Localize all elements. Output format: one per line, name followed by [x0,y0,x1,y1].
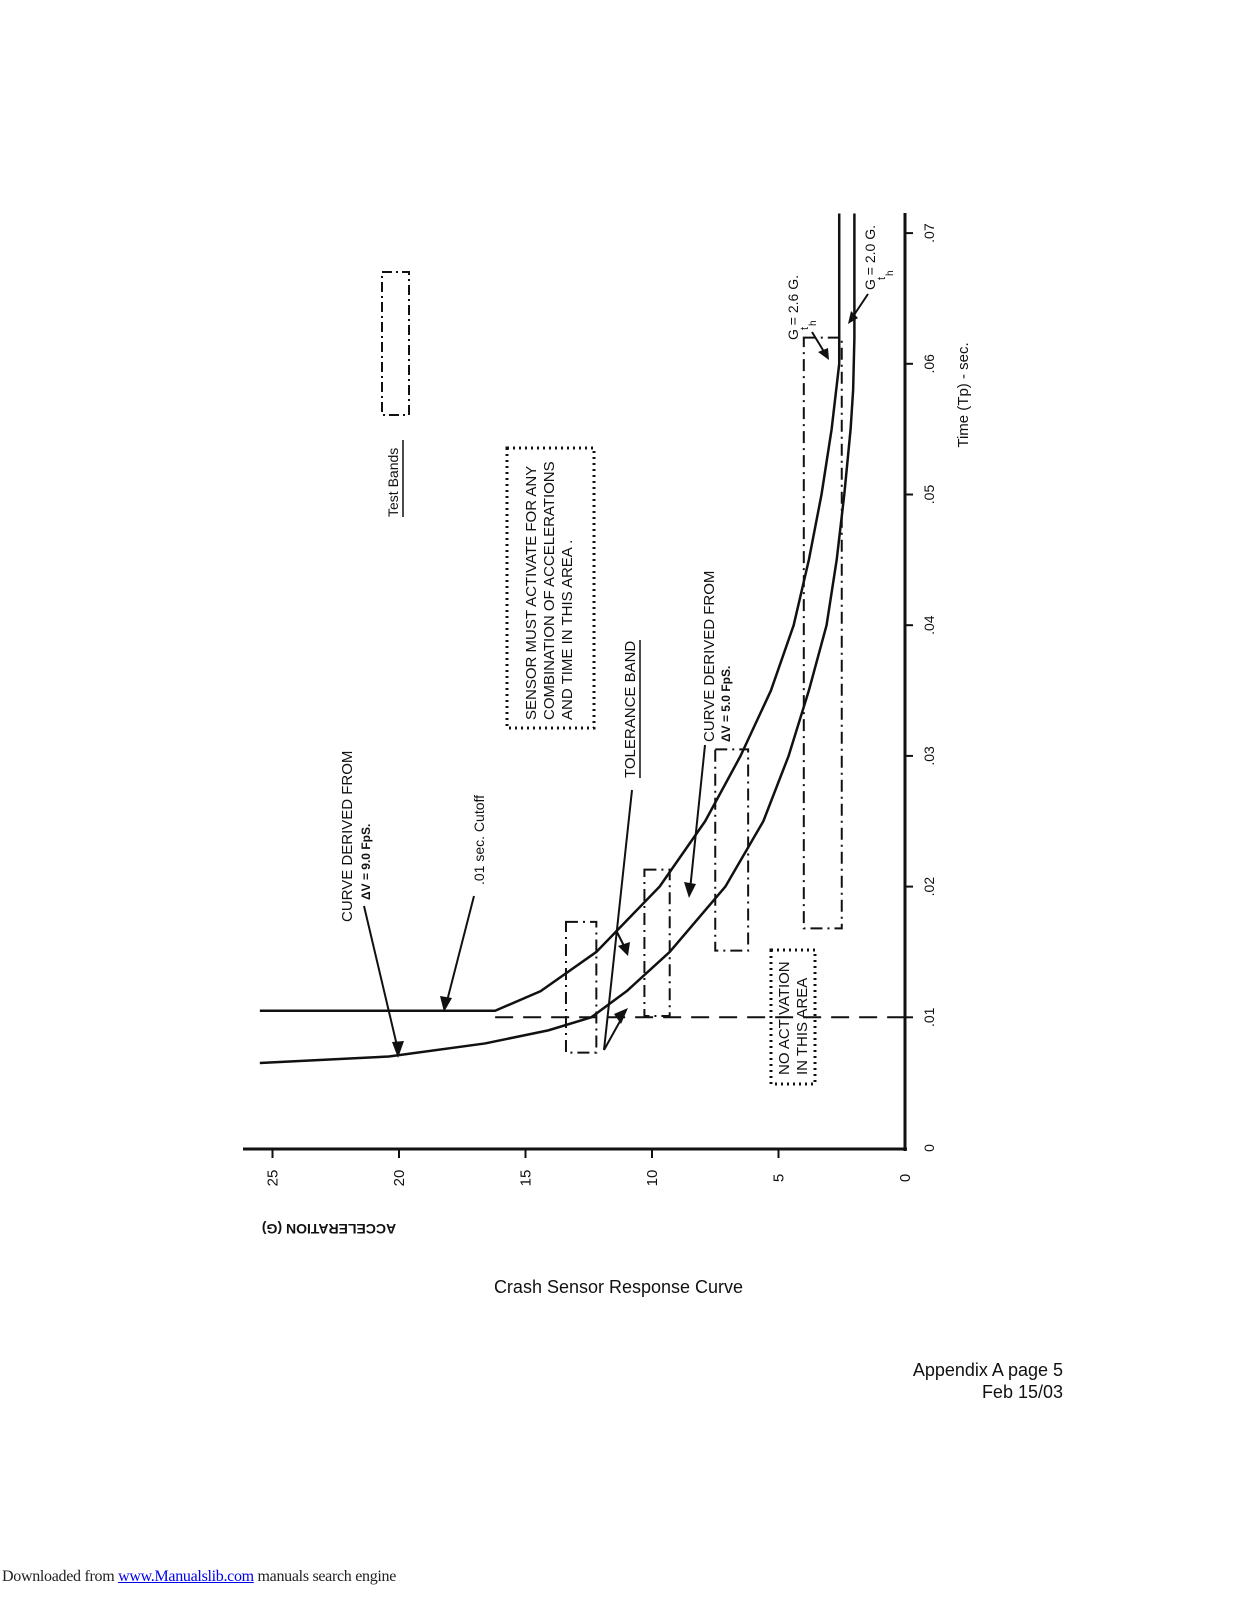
annotation-sensor-must-line2: COMBINATION OF ACCELERATIONS [541,461,558,720]
annotation-curve-5-arrow [684,745,705,898]
x-tick-label: .03 [921,746,937,766]
test-band-2 [644,870,669,1016]
annotation-gt-lower-arrow [848,294,868,324]
annotation-curve-9-line1: CURVE DERIVED FROM [339,750,356,922]
x-axis-label: Time (Tp) - sec. [955,342,972,448]
annotation-gt-lower [862,225,896,290]
test-band-4 [804,338,842,929]
y-tick-label: 5 [770,1173,788,1183]
y-tick-label: 15 [517,1169,535,1187]
y-tick-label: 10 [644,1169,661,1187]
download-footer [2,1568,396,1586]
annotation-cutoff-arrow [440,896,474,1012]
annotation-gt-lower-subsub: h [885,270,896,276]
annotation-test-bands: Test Bands [385,447,401,517]
y-tick-label: 25 [264,1169,282,1187]
y-axis-label: ACCELERATION (G) [261,1221,397,1237]
x-tick-label: .07 [921,223,937,243]
figure-caption: Crash Sensor Response Curve [493,1277,744,1297]
annotation-sensor-must-line3: AND TIME IN THIS AREA . [559,539,576,720]
annotation-curve-5-line2: ΔV = 5.0 FpS. [719,665,733,742]
footer-link[interactable]: www.Manualslib.com [118,1568,254,1585]
footer-prefix: Downloaded from [2,1568,119,1585]
annotation-gt-upper-arrow [812,332,829,360]
annotation-no-activation [776,961,811,1075]
annotation-curve-9-line2: ΔV = 9.0 FpS. [359,823,373,900]
footer-suffix: manuals search engine [253,1568,397,1585]
y-tick-label: 20 [391,1169,408,1187]
annotation-gt-upper-subsub: h [808,320,819,326]
annotation-gt-upper [785,275,819,340]
annotation-cutoff: .01 sec. Cutoff [471,794,487,885]
annotation-gt-lower-sub: t [876,276,888,280]
annotation-curve-5 [701,571,733,742]
annotation-gt-lower-text: G = 2.0 G. [862,225,878,290]
annotation-no-activation-line2: IN THIS AREA [794,977,811,1075]
annotation-curve-9 [339,751,373,922]
x-tick-label: .02 [921,876,937,897]
page-info [913,1359,1063,1403]
x-tick-label: .06 [921,354,937,374]
y-tick-label: 0 [897,1173,914,1183]
test-bands-legend-swatch [382,272,409,415]
x-tick-label: .01 [921,1007,937,1028]
annotation-gt-upper-text: G = 2.6 G. [785,275,801,340]
annotation-curve-9-arrow [364,906,404,1058]
x-tick-label: .04 [921,615,937,635]
page-info-line2: Feb 15/03 [981,1382,1063,1402]
annotation-sensor-must-line1: SENSOR MUST ACTIVATE FOR ANY [523,465,540,720]
annotation-sensor-must [523,461,576,720]
test-band-3 [715,749,748,950]
annotation-no-activation-line1: NO ACTIVATION [776,961,793,1075]
annotation-gt-upper-sub: t [799,326,811,330]
x-tick-label: 0 [921,1144,937,1152]
x-tick-label: .05 [921,484,937,505]
annotation-tolerance: TOLERANCE BAND [622,640,639,778]
annotation-curve-5-line1: CURVE DERIVED FROM [701,570,718,742]
test-band-1 [566,922,596,1053]
page-info-line1: Appendix A page 5 [912,1360,1063,1380]
tick-labels-group [265,223,938,1186]
